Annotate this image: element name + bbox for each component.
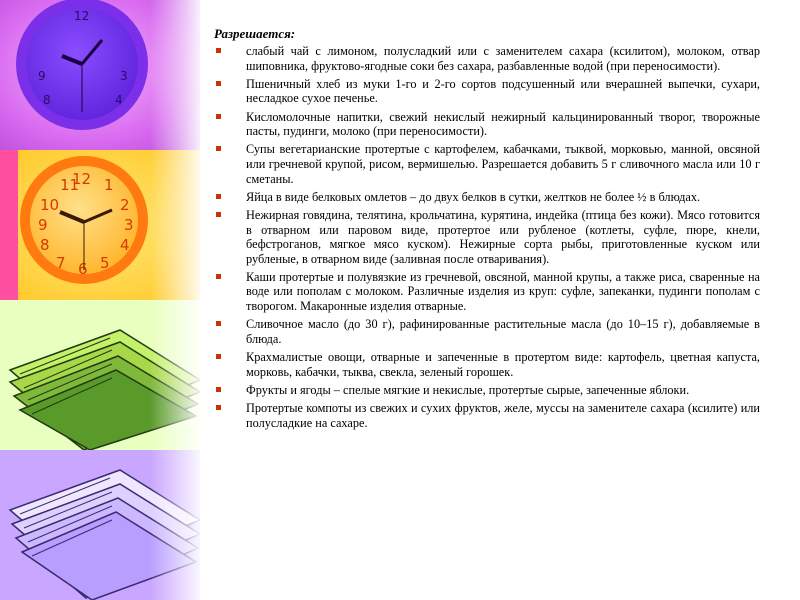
list-item: [214, 110, 760, 139]
svg-text:10: 10: [40, 196, 60, 214]
list-item-text: Кисломолочные напитки, свежий некислый нежирный кальцинированный творог, творожные пасты, пудинги, молоко (при переносимости).: [246, 109, 760, 139]
svg-text:4: 4: [115, 93, 123, 107]
list-item-text: Яйца в виде белковых омлетов – до двух белков в сутки, желтков не более ½ в блюдах.: [246, 189, 701, 204]
svg-text:6: 6: [78, 260, 88, 278]
list-item-text: Протертые компоты из свежих и сухих фруктов, желе, муссы на заменителе сахара (ксилите) или полусладкие на сахаре.: [246, 401, 760, 430]
bullet-icon: [216, 48, 221, 53]
list-item: [214, 208, 760, 266]
list-item-text: Каши протертые и полувязкие из гречневой, овсяной, манной крупы, а также риса, сваренные на воде или пополам с молоком. Различные изделия из круп: суфле, запеканки, пудинги пополам с творогом. Макаронные изделия отварные.: [246, 269, 760, 314]
list-item-text: Супы вегетарианские протертые с картофелем, кабачками, тыквой, морковью, манной, овсяной или гречневой крупой, рисом, вермишелью. Разрешается добавить 5 г сливочного масла или 10 г сметаны.: [246, 142, 760, 186]
bullet-icon: [216, 81, 221, 86]
list-item: [214, 317, 760, 346]
svg-text:9: 9: [38, 69, 46, 83]
svg-text:2: 2: [120, 196, 130, 214]
list-item: [214, 350, 760, 379]
svg-text:8: 8: [40, 236, 50, 254]
list-item-text: слабый чай с лимоном, полусладкий или с заменителем сахара (ксилитом), молоком, отвар шиповника, фруктово-ягодные соки без сахара, разбавленные водой (при переносимости).: [246, 44, 760, 73]
bullet-icon: [216, 212, 221, 217]
bullet-icon: [216, 387, 221, 392]
svg-text:12: 12: [72, 170, 92, 188]
svg-text:11: 11: [60, 176, 80, 194]
svg-text:4: 4: [120, 236, 130, 254]
svg-text:3: 3: [120, 69, 128, 83]
list-item: [214, 270, 760, 314]
svg-text:5: 5: [100, 254, 110, 272]
bullet-icon: [216, 274, 221, 279]
list-item: [214, 44, 760, 73]
bullet-icon: [216, 405, 221, 410]
section-heading: Разрешается:: [214, 26, 296, 41]
allowed-food-list: [214, 44, 760, 430]
svg-text:7: 7: [56, 254, 66, 272]
list-item: [214, 401, 760, 430]
decorative-collage: [0, 0, 200, 600]
svg-text:3: 3: [124, 216, 134, 234]
bullet-icon: [216, 321, 221, 326]
svg-text:12: 12: [74, 9, 90, 23]
list-item: [214, 190, 760, 205]
bullet-icon: [216, 114, 221, 119]
list-item-text: Крахмалистые овощи, отварные и запеченные в протертом виде: картофель, цветная капуста, морковь, кабачки, тыква, свекла, зеленый горошек.: [246, 350, 760, 379]
svg-text:1: 1: [104, 176, 114, 194]
list-item: [214, 142, 760, 186]
list-item-text: Пшеничный хлеб из муки 1-го и 2-го сортов подсушенный или вчерашней выпечки, сухари, несладкое сухое печенье.: [246, 76, 760, 106]
svg-text:8: 8: [43, 93, 51, 107]
list-item: [214, 77, 760, 106]
list-item-text: Фрукты и ягоды – спелые мягкие и некислые, протертые сырые, запеченные яблоки.: [246, 382, 690, 397]
bullet-icon: [216, 354, 221, 359]
main-content: [214, 26, 760, 434]
list-item-text: Нежирная говядина, телятина, крольчатина, курятина, индейка (птица без кожи). Мясо готовится в отварном или паровом виде, протертое или рубленое (котлеты, суфле, пюре, кнели, бефстроганов, мягкое мясо куском). Нежирные сорта рыбы, приготовленные куском или рубленые, в отварном виде (заливная после отваривания).: [246, 207, 760, 266]
list-item-text: Сливочное масло (до 30 г), рафинированные растительные масла (до 10–15 г), добавляемые в блюда.: [246, 317, 760, 346]
bullet-icon: [216, 194, 221, 199]
list-item: [214, 383, 760, 398]
svg-text:9: 9: [38, 216, 48, 234]
edge-fade: [150, 0, 200, 600]
bullet-icon: [216, 146, 221, 151]
